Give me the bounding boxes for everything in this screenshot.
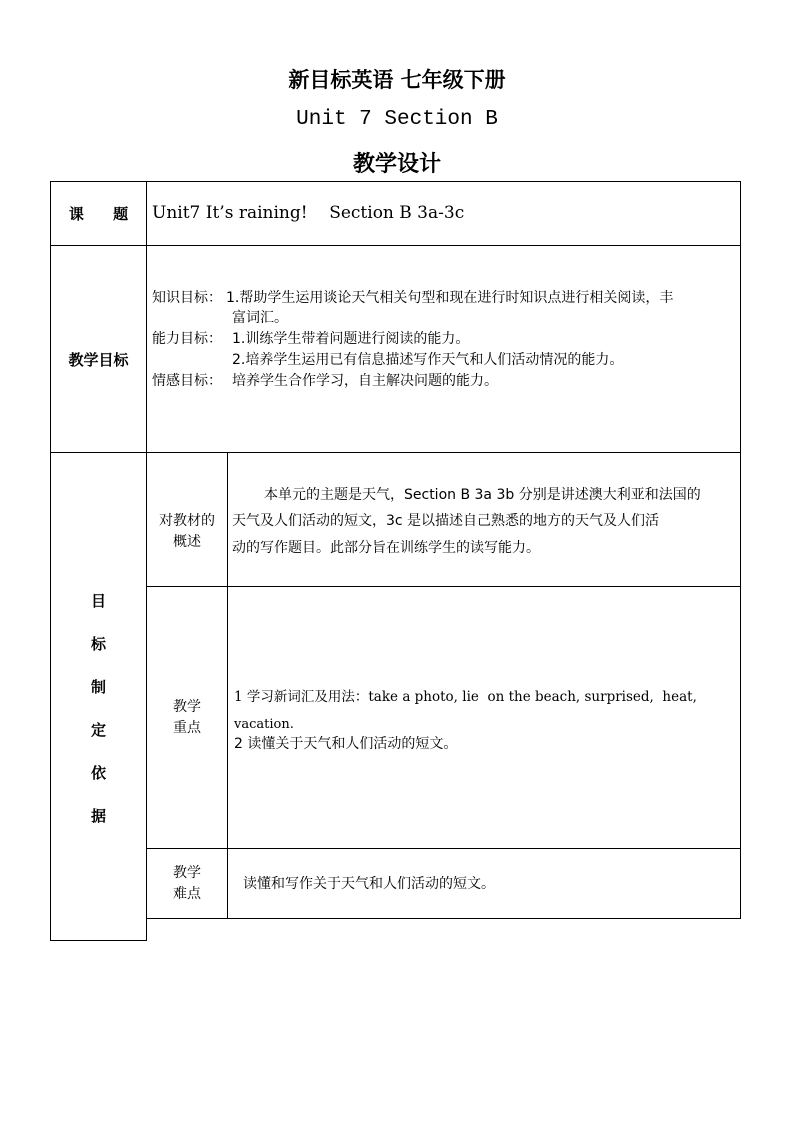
basis-label — [50, 590, 147, 848]
doc-title-line2: Unit 7 Section B — [296, 108, 498, 131]
overview-line-2: 天气及人们活动的短文，3c 是以描述自己熟悉的地方的天气及人们活 — [232, 513, 660, 529]
basis-char: 制 — [90, 678, 106, 696]
goals-label: 教学目标 — [68, 351, 129, 369]
ability-goal-label: 能力目标： — [152, 331, 222, 347]
doc-title-line3: 教学设计 — [352, 151, 441, 177]
ability-goal-2: 2.培养学生运用已有信息描述写作天气和人们活动情况的能力。 — [232, 352, 624, 368]
basis-char: 定 — [90, 721, 106, 739]
topic-value: Unit7 It’s raining! Section B 3a-3c — [152, 203, 465, 223]
basis-char: 据 — [90, 807, 106, 825]
topic-label: 课 题 — [68, 205, 129, 223]
keypoints-line-3: 2 读懂关于天气和人们活动的短文。 — [234, 736, 458, 752]
overview-label-2: 概述 — [173, 534, 201, 550]
ability-goal-1: 1.训练学生带着问题进行阅读的能力。 — [232, 331, 470, 347]
emotion-goal-text: 培养学生合作学习，自主解决问题的能力。 — [232, 373, 498, 389]
overview-line-1: 本单元的主题是天气，Section B 3a 3b 分别是讲述澳大利亚和法国的 — [264, 487, 701, 503]
overview-line-3: 动的写作题目。此部分旨在训练学生的读写能力。 — [232, 540, 540, 556]
basis-char: 目 — [90, 592, 106, 610]
knowledge-goal-text-2: 富词汇。 — [232, 310, 288, 326]
overview-label-1: 对教材的 — [159, 513, 215, 529]
basis-char: 依 — [90, 764, 106, 782]
emotion-goal-label: 情感目标： — [152, 373, 222, 389]
keypoints-label-2: 重点 — [173, 720, 201, 736]
basis-char: 标 — [90, 635, 106, 653]
keypoints-line-2: vacation. — [234, 717, 294, 732]
difficulties-label-1: 教学 — [173, 865, 201, 881]
keypoints-label-1: 教学 — [173, 699, 201, 715]
difficulties-label-2: 难点 — [173, 886, 201, 902]
knowledge-goal-label: 知识目标： — [152, 290, 222, 306]
difficulties-line-1: 读懂和写作关于天气和人们活动的短文。 — [243, 876, 495, 892]
keypoints-content-cell — [227, 586, 741, 849]
knowledge-goal-text-1: 1.帮助学生运用谈论天气相关句型和现在进行时知识点进行相关阅读，丰 — [226, 290, 674, 306]
keypoints-line-1: 1 学习新词汇及用法：take a photo, lie on the beach, surprised, heat, — [234, 689, 697, 705]
doc-title-line1: 新目标英语 七年级下册 — [288, 67, 506, 92]
